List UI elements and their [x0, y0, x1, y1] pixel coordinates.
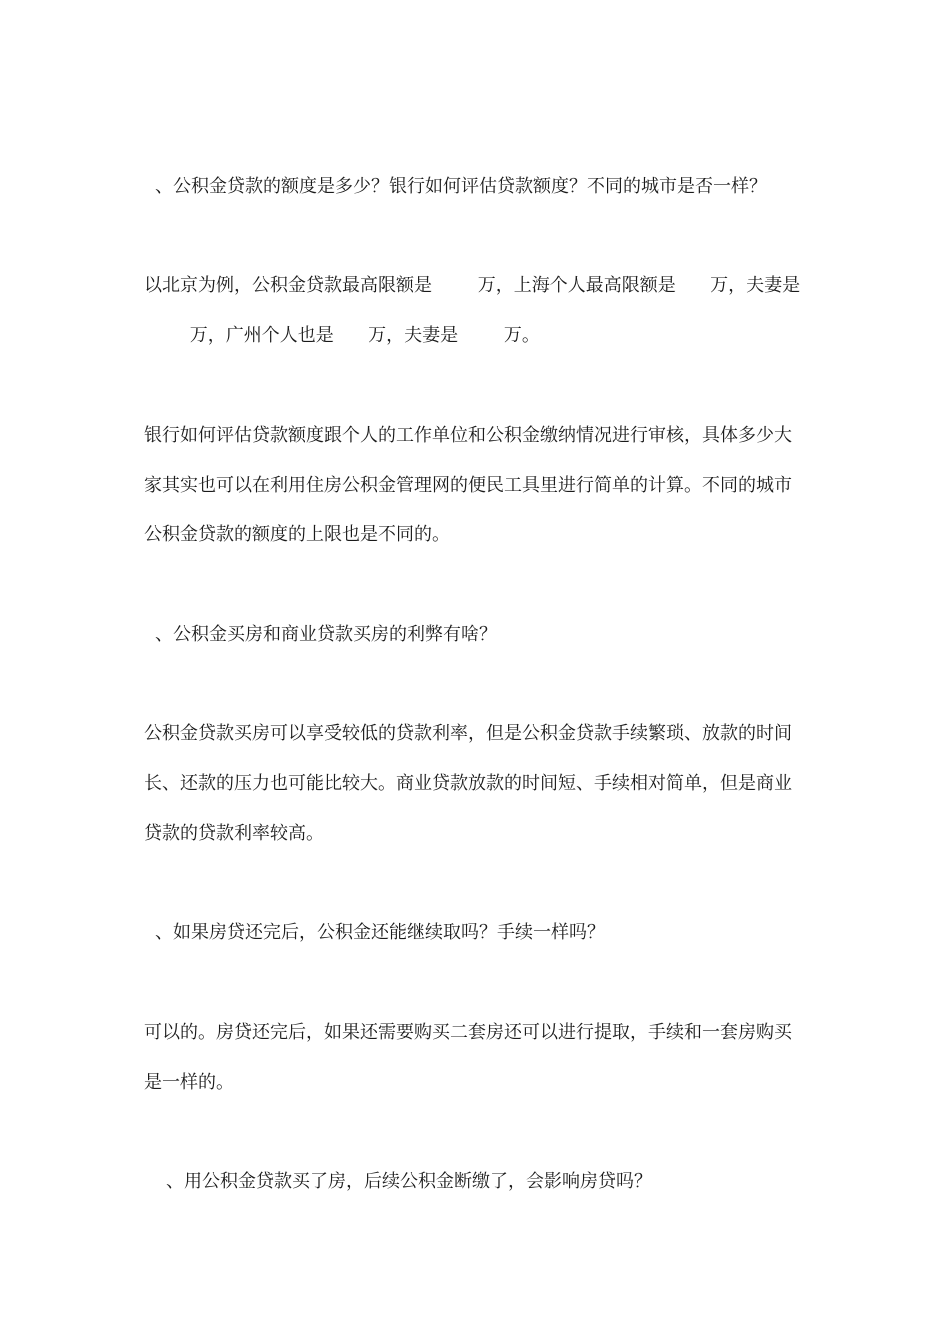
question-heading: 、公积金买房和商业贷款买房的利弊有啥？: [155, 624, 497, 645]
question-heading: 、用公积金贷款买了房，后续公积金断缴了，会影响房贷吗？: [166, 1171, 652, 1192]
answer-line: 贷款的贷款利率较高。: [144, 823, 324, 844]
question-heading: 、公积金贷款的额度是多少？银行如何评估贷款额度？不同的城市是否一样？: [155, 176, 767, 197]
answer-line: 家其实也可以在利用住房公积金管理网的便民工具里进行简单的计算。不同的城市: [144, 475, 792, 496]
answer-line: 可以的。房贷还完后，如果还需要购买二套房还可以进行提取，手续和一套房购买: [144, 1022, 792, 1043]
answer-line: 是一样的。: [144, 1072, 234, 1093]
answer-line: 公积金贷款的额度的上限也是不同的。: [144, 524, 450, 545]
answer-line: 银行如何评估贷款额度跟个人的工作单位和公积金缴纳情况进行审核，具体多少大: [144, 425, 792, 446]
answer-line: 以北京为例，公积金贷款最高限额是 万，上海个人最高限额是 万，夫妻是: [144, 275, 801, 296]
answer-line: 长、还款的压力也可能比较大。商业贷款放款的时间短、手续相对简单，但是商业: [144, 773, 792, 794]
answer-line: 万，广州个人也是 万，夫妻是 万。: [144, 325, 540, 346]
answer-line: 公积金贷款买房可以享受较低的贷款利率，但是公积金贷款手续繁琐、放款的时间: [144, 723, 792, 744]
question-heading: 、如果房贷还完后，公积金还能继续取吗？手续一样吗？: [155, 922, 605, 943]
